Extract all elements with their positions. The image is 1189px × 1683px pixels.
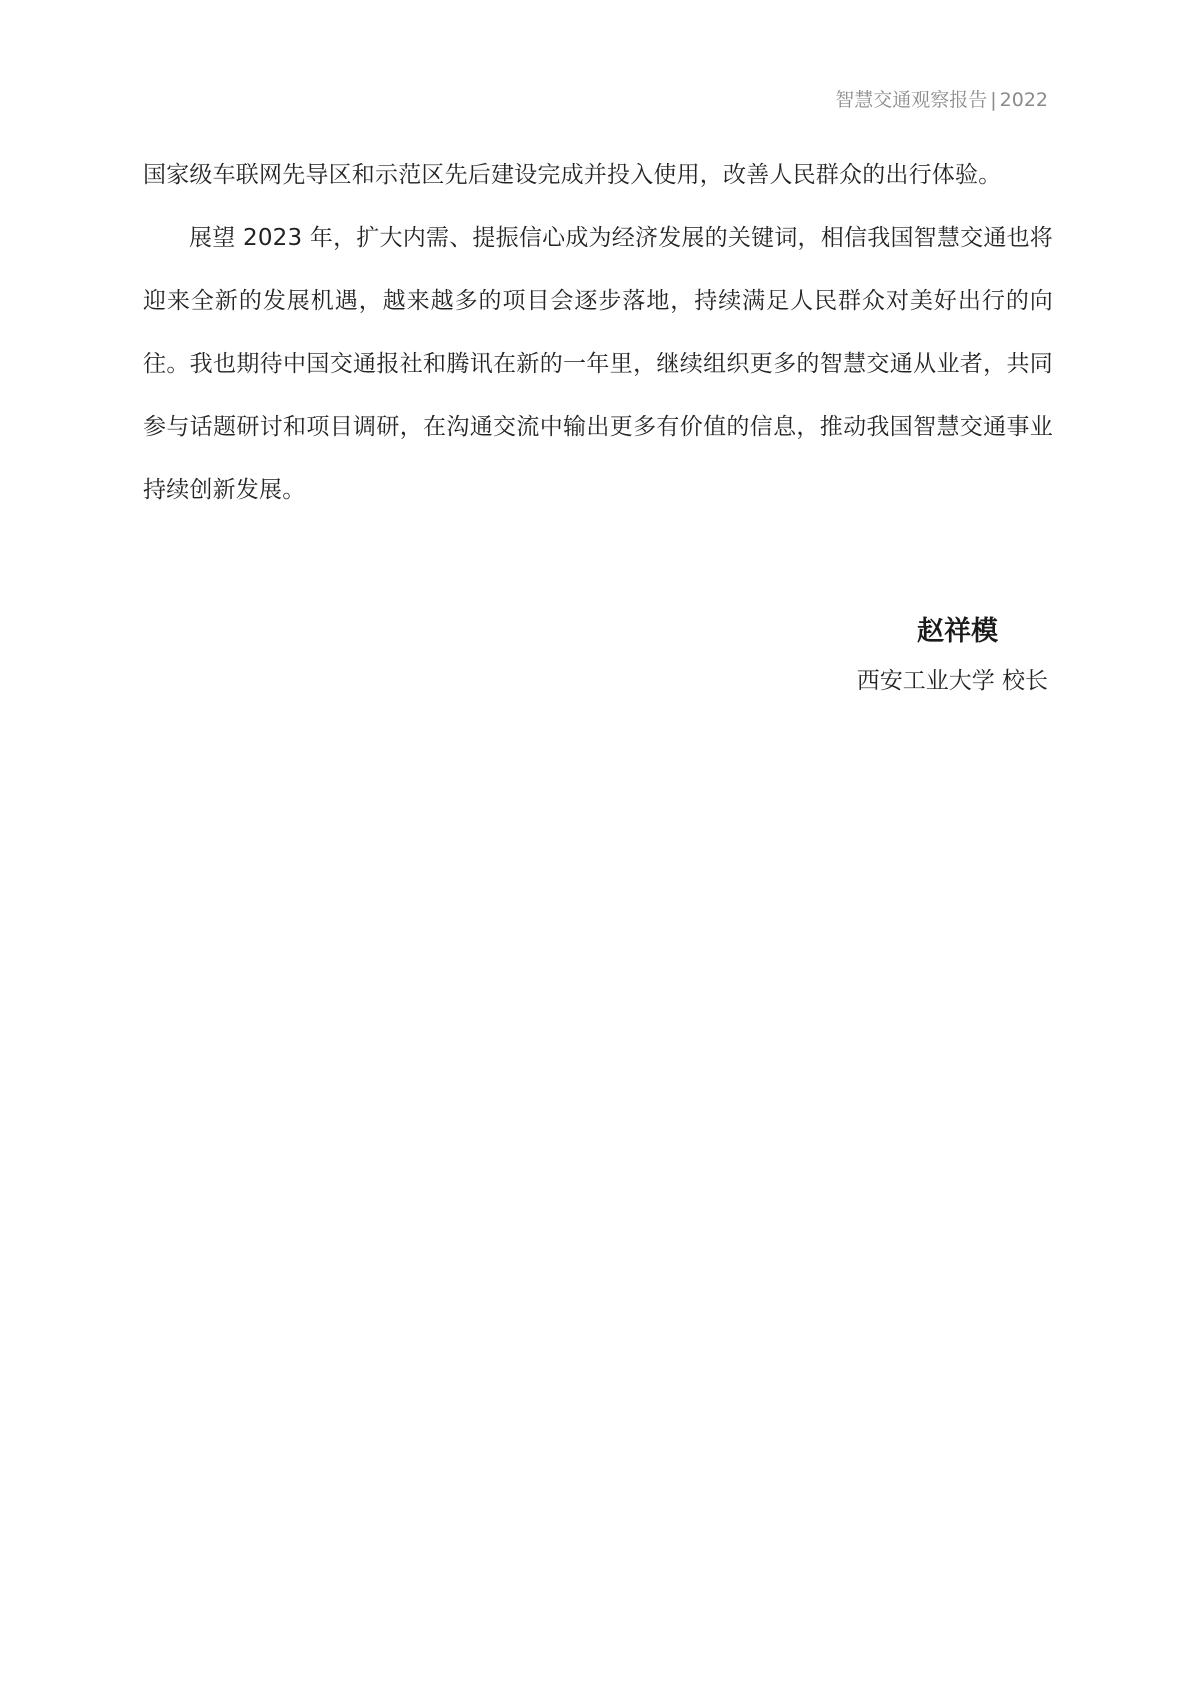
paragraph-continuation: 国家级车联网先导区和示范区先后建设完成并投入使用，改善人民群众的出行体验。 xyxy=(143,162,1002,188)
author-title: 西安工业大学 校长 xyxy=(856,668,1048,694)
running-header xyxy=(835,85,1048,112)
report-title: 智慧交通观察报告 xyxy=(835,89,988,111)
header-separator: | xyxy=(990,89,997,111)
author-name: 赵祥模 xyxy=(917,616,998,647)
report-year: 2022 xyxy=(999,89,1048,111)
paragraph-outlook: 展望 2023 年，扩大内需、提振信心成为经济发展的关键词，相信我国智慧交通也将迎来全新的发展机遇，越来越多的项目会逐步落地，持续满足人民群众对美好出行的向往。我也期待中国交通报社和腾讯在新的一年里，继续组织更多的智慧交通从业者，共同参与话题研讨和项目调研，在沟通交流中输出更多有价值的信息，推动我国智慧交通事业持续创新发展。 xyxy=(143,225,1053,503)
signature-block xyxy=(857,612,1048,698)
body-text xyxy=(143,144,1053,522)
